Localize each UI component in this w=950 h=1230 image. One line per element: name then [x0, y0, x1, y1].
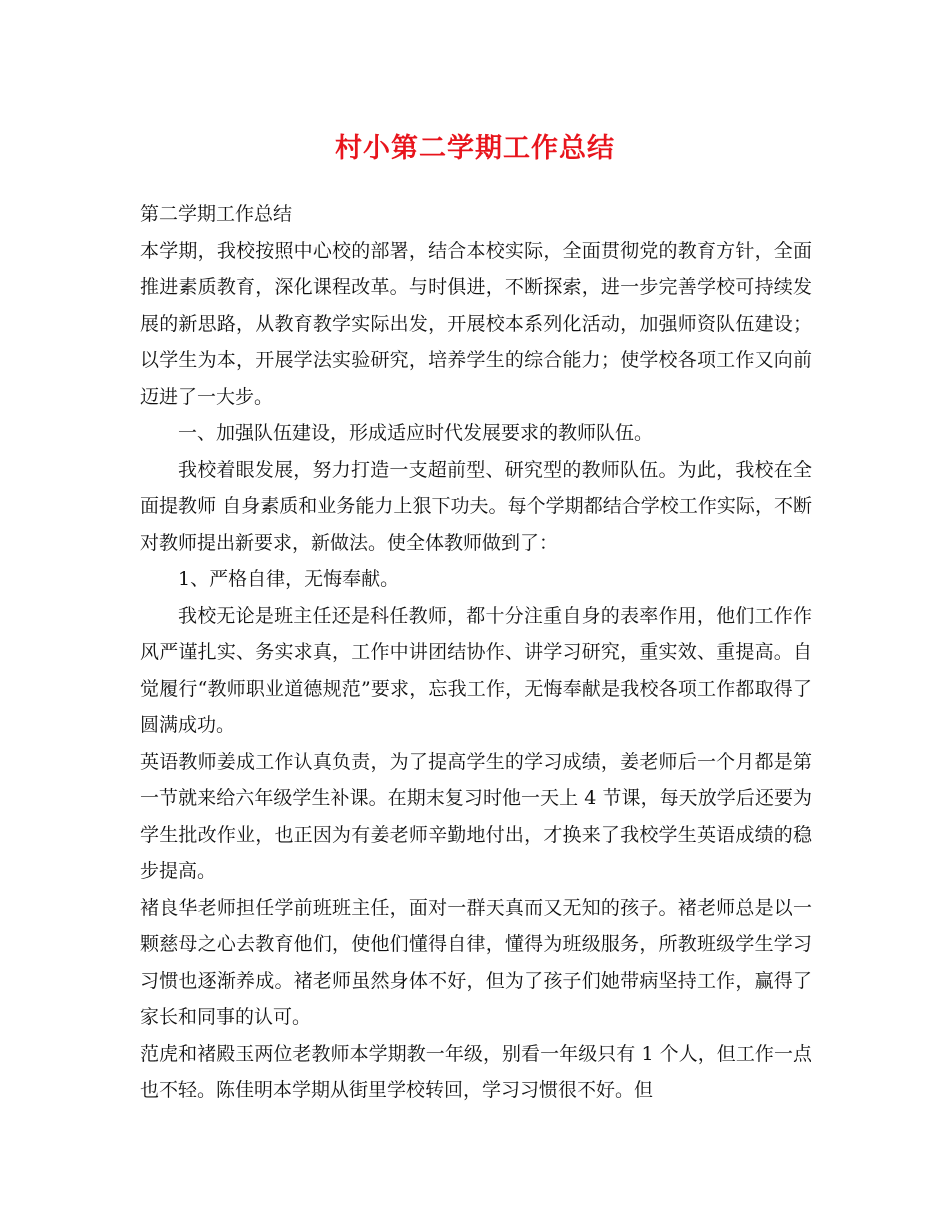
paragraph: 英语教师姜成工作认真负责，为了提高学生的学习成绩，姜老师后一个月都是第一节就来给六年级学生补课。在期末复习时他一天上 4 节课，每天放学后还要为学生批改作业，也正因为有姜老师辛勤地付出，才换来了我校学生英语成绩的稳步提高。: [140, 750, 812, 882]
paragraph: 1、严格自律，无悔奉献。: [178, 568, 400, 590]
document-body: [140, 196, 812, 1109]
paragraph: 一、加强队伍建设，形成适应时代发展要求的教师队伍。: [178, 422, 654, 444]
paragraph: 褚良华老师担任学前班班主任，面对一群天真而又无知的孩子。褚老师总是以一颗慈母之心去教育他们，使他们懂得自律，懂得为班级服务，所教班级学生学习习惯也逐渐养成。褚老师虽然身体不好，但为了孩子们她带病坚持工作，赢得了家长和同事的认可。: [140, 896, 812, 1028]
paragraph: 我校着眼发展，努力打造一支超前型、研究型的教师队伍。为此，我校在全面提教师 自身素质和业务能力上狠下功夫。每个学期都结合学校工作实际，不断对教师提出新要求，新做法。使全体教师做到了：: [140, 458, 812, 554]
paragraph: 本学期，我校按照中心校的部署，结合本校实际，全面贯彻党的教育方针，全面推进素质教育，深化课程改革。与时俱进，不断探索，进一步完善学校可持续发展的新思路，从教育教学实际出发，开展校本系列化活动，加强师资队伍建设；以学生为本，开展学法实验研究，培养学生的综合能力；使学校各项工作又向前迈进了一大步。: [140, 239, 812, 408]
paragraph: 第二学期工作总结: [140, 203, 293, 225]
paragraph: 我校无论是班主任还是科任教师，都十分注重自身的表率作用，他们工作作风严谨扎实、务实求真，工作中讲团结协作、讲学习研究，重实效、重提高。自觉履行“教师职业道德规范”要求，忘我工作，无悔奉献是我校各项工作都取得了圆满成功。: [140, 604, 812, 736]
paragraph: 范虎和褚殿玉两位老教师本学期教一年级，别看一年级只有 1 个人，但工作一点也不轻。陈佳明本学期从街里学校转回，学习习惯很不好。但: [140, 1042, 812, 1101]
document-title: 村小第二学期工作总结: [335, 133, 615, 164]
